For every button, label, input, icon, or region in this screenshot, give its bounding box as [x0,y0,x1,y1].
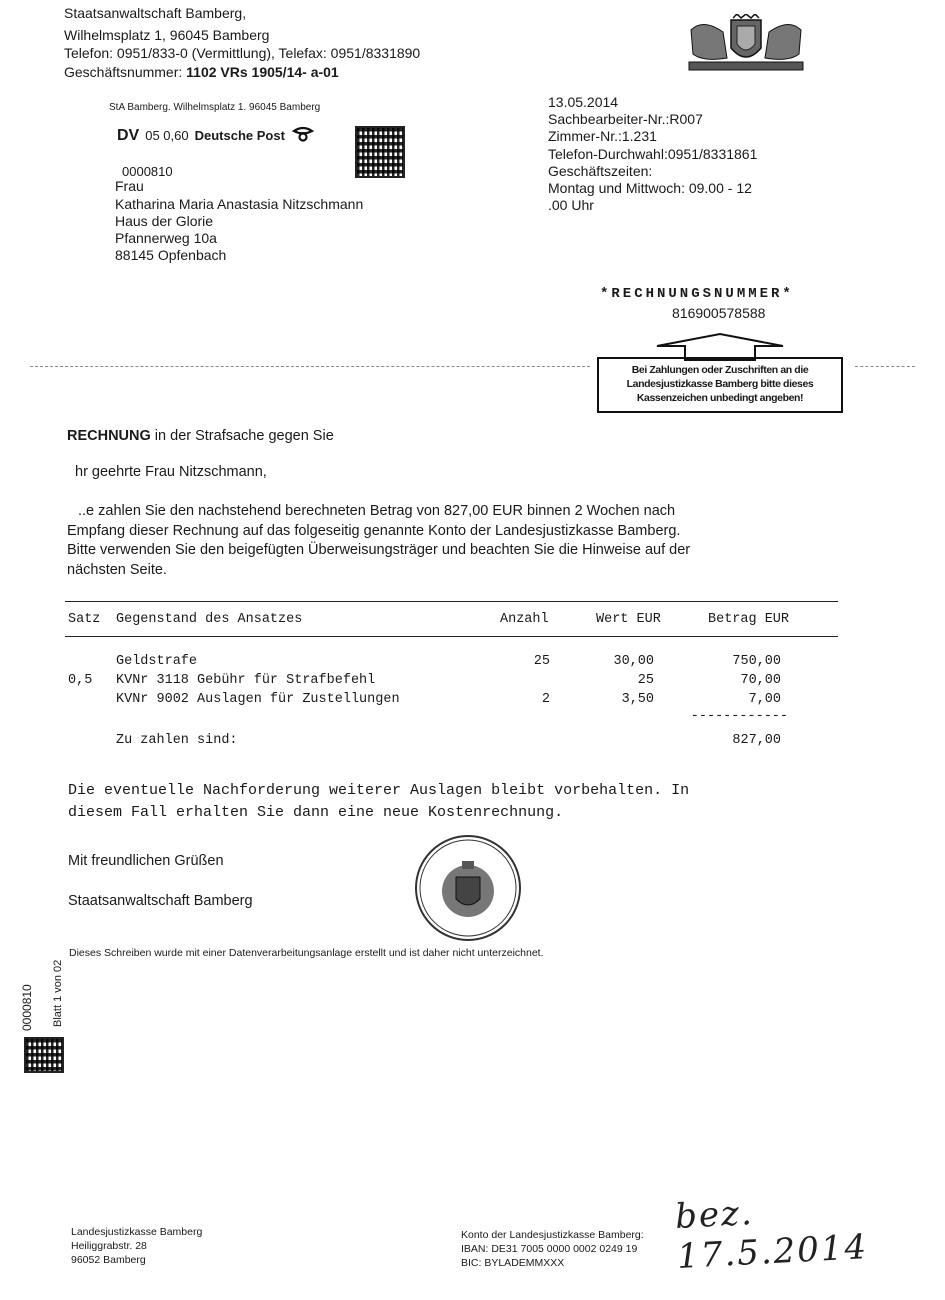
cell-gegenstand: KVNr 9002 Auslagen für Zustellungen [116,692,400,707]
side-datamatrix [24,1037,64,1073]
footer-left [71,1225,202,1267]
footnote-line2: diesem Fall erhalten Sie dann eine neue Kostenrechnung. [68,804,564,821]
header-betrag: Betrag EUR [708,612,790,627]
hours-line1: Montag und Mittwoch: 09.00 - 12 [548,180,752,196]
clerk-number: Sachbearbeiter-Nr.:R007 [548,111,703,127]
header-anzahl: Anzahl [500,612,549,627]
subject [67,428,334,444]
subject-bold: RECHNUNG [67,428,151,444]
invoice-ref-label: *RECHNUNGSNUMMER* [600,286,794,302]
side-code: 0000810 [20,984,34,1031]
cell-anzahl: 2 [541,692,550,707]
signer: Staatsanwaltschaft Bamberg [68,893,253,909]
hours-line2: .00 Uhr [548,197,594,213]
postage-code: 05 0,60 [145,128,189,143]
cell-gegenstand: KVNr 3118 Gebühr für Strafbefehl [116,673,376,688]
case-label: Geschäftsnummer: [64,64,183,80]
return-address: StA Bamberg. Wilhelmsplatz 1. 96045 Bamberg [109,102,321,113]
footer-left-line2: Heiliggrabstr. 28 [71,1240,147,1252]
cell-wert: 25 [637,673,654,688]
cell-anzahl: 25 [533,654,550,669]
header-wert: Wert EUR [596,612,661,627]
footer-right-line2: IBAN: DE31 7005 0000 0002 0249 19 [461,1243,638,1255]
room-number: Zimmer-Nr.:1.231 [548,128,657,144]
footer-left-line1: Landesjustizkasse Bamberg [71,1226,203,1238]
recipient-code: 0000810 [122,164,173,179]
recipient-line1: Haus der Glorie [115,213,214,229]
letter-date: 13.05.2014 [548,94,619,110]
recipient-name: Katharina Maria Anastasia Nitzschmann [115,196,364,212]
handwritten-paid-note: bez. 17.5.2014 [674,1192,870,1277]
cell-satz: 0,5 [68,673,93,688]
fold-mark-right [855,366,915,367]
header-gegenstand: Gegenstand des Ansatzes [116,612,303,627]
footer-right [461,1228,644,1270]
table-header-rule [65,636,838,637]
official-seal-icon [412,833,524,948]
sender-name: Staatsanwaltschaft Bamberg, [64,5,247,21]
auto-generated-note: Dieses Schreiben wurde mit einer Datenverarbeitungsanlage erstellt und ist daher nicht unterzeichnet. [69,947,544,959]
postage-mark [117,125,315,146]
greeting: hr geehrte Frau Nitzschmann, [75,464,267,480]
sender-address: Wilhelmsplatz 1, 96045 Bamberg [64,27,270,43]
invoice-ref-number: 816900578588 [672,305,766,321]
cell-betrag: 70,00 [740,673,781,688]
page-indicator: Blatt 1 von 02 [52,959,64,1027]
header-satz: Satz [68,612,101,627]
total-amount: 827,00 [732,733,781,748]
postage-carrier: Deutsche Post [194,128,285,143]
cell-gegenstand: Geldstrafe [116,654,198,669]
cell-wert: 3,50 [621,692,654,707]
recipient-city: 88145 Opfenbach [115,247,227,263]
body-line1: ..e zahlen Sie den nachstehend berechneten Betrag von 827,00 EUR binnen 2 Wochen nach [78,503,676,519]
case-number: 1102 VRs 1905/14- a-01 [186,64,339,80]
table-top-rule [65,601,838,602]
sender-phone: Telefon: 0951/833-0 (Vermittlung), Telefax: 0951/8331890 [64,45,421,61]
cell-betrag: 7,00 [748,692,781,707]
closing: Mit freundlichen Grüßen [68,853,224,869]
hours-label: Geschäftszeiten: [548,163,653,179]
body-line3: Bitte verwenden Sie den beigefügten Überweisungsträger und beachten Sie die Hinweise auf der [67,542,691,558]
fold-mark [30,366,590,367]
direct-phone: Telefon-Durchwahl:0951/8331861 [548,146,758,162]
postage-dv: DV [117,126,140,144]
cell-wert: 30,00 [613,654,654,669]
case-number-line [64,63,339,81]
recipient-salutation: Frau [115,178,144,194]
recipient-street: Pfannerweg 10a [115,230,217,246]
subject-rest: in der Strafsache gegen Sie [150,428,334,444]
footnote-line1: Die eventuelle Nachforderung weiterer Auslagen bleibt vorbehalten. In [68,782,690,799]
body-line4: nächsten Seite. [67,562,167,578]
postage-datamatrix [355,126,405,178]
footer-left-line3: 96052 Bamberg [71,1254,146,1266]
sum-separator: ------------ [690,709,788,724]
posthorn-icon [291,125,315,146]
footer-right-line3: BIC: BYLADEMMXXX [461,1257,565,1269]
payment-reference-notice: Bei Zahlungen oder Zuschriften an die Landesjustizkasse Bamberg bitte dieses Kassenzeichen unbedingt angeben! [597,357,843,413]
body-line2: Empfang dieser Rechnung auf das folgeseitig genannte Konto der Landesjustizkasse Bamberg. [67,523,681,539]
coat-of-arms-icon [683,14,809,74]
total-label: Zu zahlen sind: [116,733,238,748]
footer-right-line1: Konto der Landesjustizkasse Bamberg: [461,1229,644,1241]
cell-betrag: 750,00 [732,654,781,669]
